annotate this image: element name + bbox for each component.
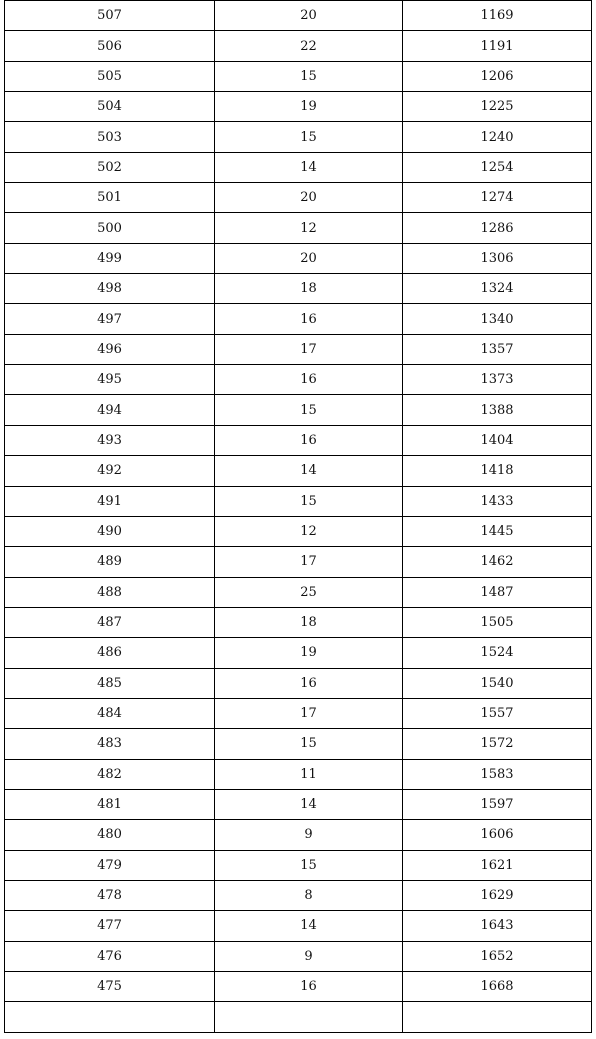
table-row: [5, 972, 592, 1002]
table-row: [5, 152, 592, 182]
table-cell: 1572: [403, 729, 592, 759]
table-cell: 1169: [403, 1, 592, 31]
table-cell: [215, 1002, 403, 1032]
table-cell: 15: [215, 122, 403, 152]
table-cell: 1540: [403, 668, 592, 698]
table-row: [5, 213, 592, 243]
table-row: [5, 850, 592, 880]
table-cell: [5, 1002, 215, 1032]
table-cell: 22: [215, 31, 403, 61]
table-cell: 489: [5, 547, 215, 577]
table-cell: 15: [215, 729, 403, 759]
table-row: [5, 668, 592, 698]
score-table-sheet: [4, 0, 591, 1033]
table-cell: 15: [215, 61, 403, 91]
table-row: [5, 486, 592, 516]
table-cell: 482: [5, 759, 215, 789]
table-row: [5, 425, 592, 455]
table-row: [5, 516, 592, 546]
table-cell: 1324: [403, 274, 592, 304]
table-cell: 18: [215, 274, 403, 304]
table-row: [5, 547, 592, 577]
table-cell: 17: [215, 547, 403, 577]
table-row: [5, 638, 592, 668]
table-cell: 505: [5, 61, 215, 91]
table-cell: 19: [215, 638, 403, 668]
table-cell: 17: [215, 698, 403, 728]
table-cell: 503: [5, 122, 215, 152]
table-cell: 479: [5, 850, 215, 880]
table-cell: 1357: [403, 334, 592, 364]
table-cell: 1404: [403, 425, 592, 455]
table-cell: 14: [215, 152, 403, 182]
table-cell: 15: [215, 850, 403, 880]
score-table: [4, 0, 592, 1033]
table-cell: 1206: [403, 61, 592, 91]
table-cell: 1445: [403, 516, 592, 546]
table-cell: 475: [5, 972, 215, 1002]
table-cell: 14: [215, 789, 403, 819]
table-row: [5, 304, 592, 334]
table-cell: 500: [5, 213, 215, 243]
table-row: [5, 61, 592, 91]
table-row: [5, 243, 592, 273]
table-cell: 1606: [403, 820, 592, 850]
table-cell: 1274: [403, 183, 592, 213]
table-cell: 490: [5, 516, 215, 546]
table-row: [5, 789, 592, 819]
table-cell: 1629: [403, 880, 592, 910]
table-row: [5, 274, 592, 304]
table-cell: 487: [5, 607, 215, 637]
table-cell: 1191: [403, 31, 592, 61]
table-cell: 1557: [403, 698, 592, 728]
score-table-body: [5, 1, 592, 1033]
table-row: [5, 456, 592, 486]
table-cell: 1388: [403, 395, 592, 425]
table-cell: 1373: [403, 365, 592, 395]
table-cell: 1652: [403, 941, 592, 971]
table-cell: 15: [215, 395, 403, 425]
table-cell: 1597: [403, 789, 592, 819]
table-cell: 476: [5, 941, 215, 971]
table-cell: 1621: [403, 850, 592, 880]
table-row: [5, 759, 592, 789]
table-cell: 478: [5, 880, 215, 910]
table-cell: 477: [5, 911, 215, 941]
table-cell: 504: [5, 92, 215, 122]
table-row: [5, 577, 592, 607]
table-cell: 11: [215, 759, 403, 789]
table-row: [5, 1002, 592, 1032]
table-cell: 1306: [403, 243, 592, 273]
table-cell: 9: [215, 941, 403, 971]
table-cell: 1240: [403, 122, 592, 152]
table-cell: 16: [215, 365, 403, 395]
table-row: [5, 607, 592, 637]
table-row: [5, 698, 592, 728]
table-cell: 1487: [403, 577, 592, 607]
table-row: [5, 820, 592, 850]
table-cell: 1643: [403, 911, 592, 941]
table-cell: 16: [215, 668, 403, 698]
table-row: [5, 122, 592, 152]
table-cell: 497: [5, 304, 215, 334]
table-row: [5, 334, 592, 364]
table-cell: 20: [215, 243, 403, 273]
table-cell: 1286: [403, 213, 592, 243]
table-cell: 1340: [403, 304, 592, 334]
table-cell: 486: [5, 638, 215, 668]
table-cell: 1505: [403, 607, 592, 637]
table-cell: 481: [5, 789, 215, 819]
table-cell: 488: [5, 577, 215, 607]
table-cell: 20: [215, 1, 403, 31]
table-cell: 493: [5, 425, 215, 455]
table-cell: 9: [215, 820, 403, 850]
table-cell: 17: [215, 334, 403, 364]
table-cell: 502: [5, 152, 215, 182]
table-cell: 1254: [403, 152, 592, 182]
table-cell: 16: [215, 972, 403, 1002]
table-cell: 1433: [403, 486, 592, 516]
table-row: [5, 911, 592, 941]
table-cell: 1583: [403, 759, 592, 789]
table-cell: 20: [215, 183, 403, 213]
table-cell: 1462: [403, 547, 592, 577]
table-cell: 19: [215, 92, 403, 122]
table-row: [5, 729, 592, 759]
table-cell: 501: [5, 183, 215, 213]
table-row: [5, 941, 592, 971]
table-cell: 499: [5, 243, 215, 273]
table-row: [5, 365, 592, 395]
table-cell: 14: [215, 456, 403, 486]
table-cell: 495: [5, 365, 215, 395]
table-cell: 14: [215, 911, 403, 941]
table-cell: 507: [5, 1, 215, 31]
table-row: [5, 31, 592, 61]
table-row: [5, 1, 592, 31]
table-cell: 18: [215, 607, 403, 637]
table-cell: 1668: [403, 972, 592, 1002]
table-cell: 25: [215, 577, 403, 607]
table-cell: 491: [5, 486, 215, 516]
table-cell: 480: [5, 820, 215, 850]
table-cell: 1418: [403, 456, 592, 486]
table-cell: 16: [215, 425, 403, 455]
table-cell: 1225: [403, 92, 592, 122]
table-row: [5, 183, 592, 213]
table-cell: 498: [5, 274, 215, 304]
table-cell: 492: [5, 456, 215, 486]
table-cell: 494: [5, 395, 215, 425]
table-cell: 8: [215, 880, 403, 910]
table-cell: 485: [5, 668, 215, 698]
table-cell: 16: [215, 304, 403, 334]
table-cell: 496: [5, 334, 215, 364]
table-row: [5, 880, 592, 910]
table-row: [5, 92, 592, 122]
table-cell: 1524: [403, 638, 592, 668]
table-cell: 15: [215, 486, 403, 516]
table-cell: 506: [5, 31, 215, 61]
table-cell: 12: [215, 516, 403, 546]
table-cell: 484: [5, 698, 215, 728]
table-cell: 483: [5, 729, 215, 759]
table-cell: [403, 1002, 592, 1032]
table-row: [5, 395, 592, 425]
table-cell: 12: [215, 213, 403, 243]
